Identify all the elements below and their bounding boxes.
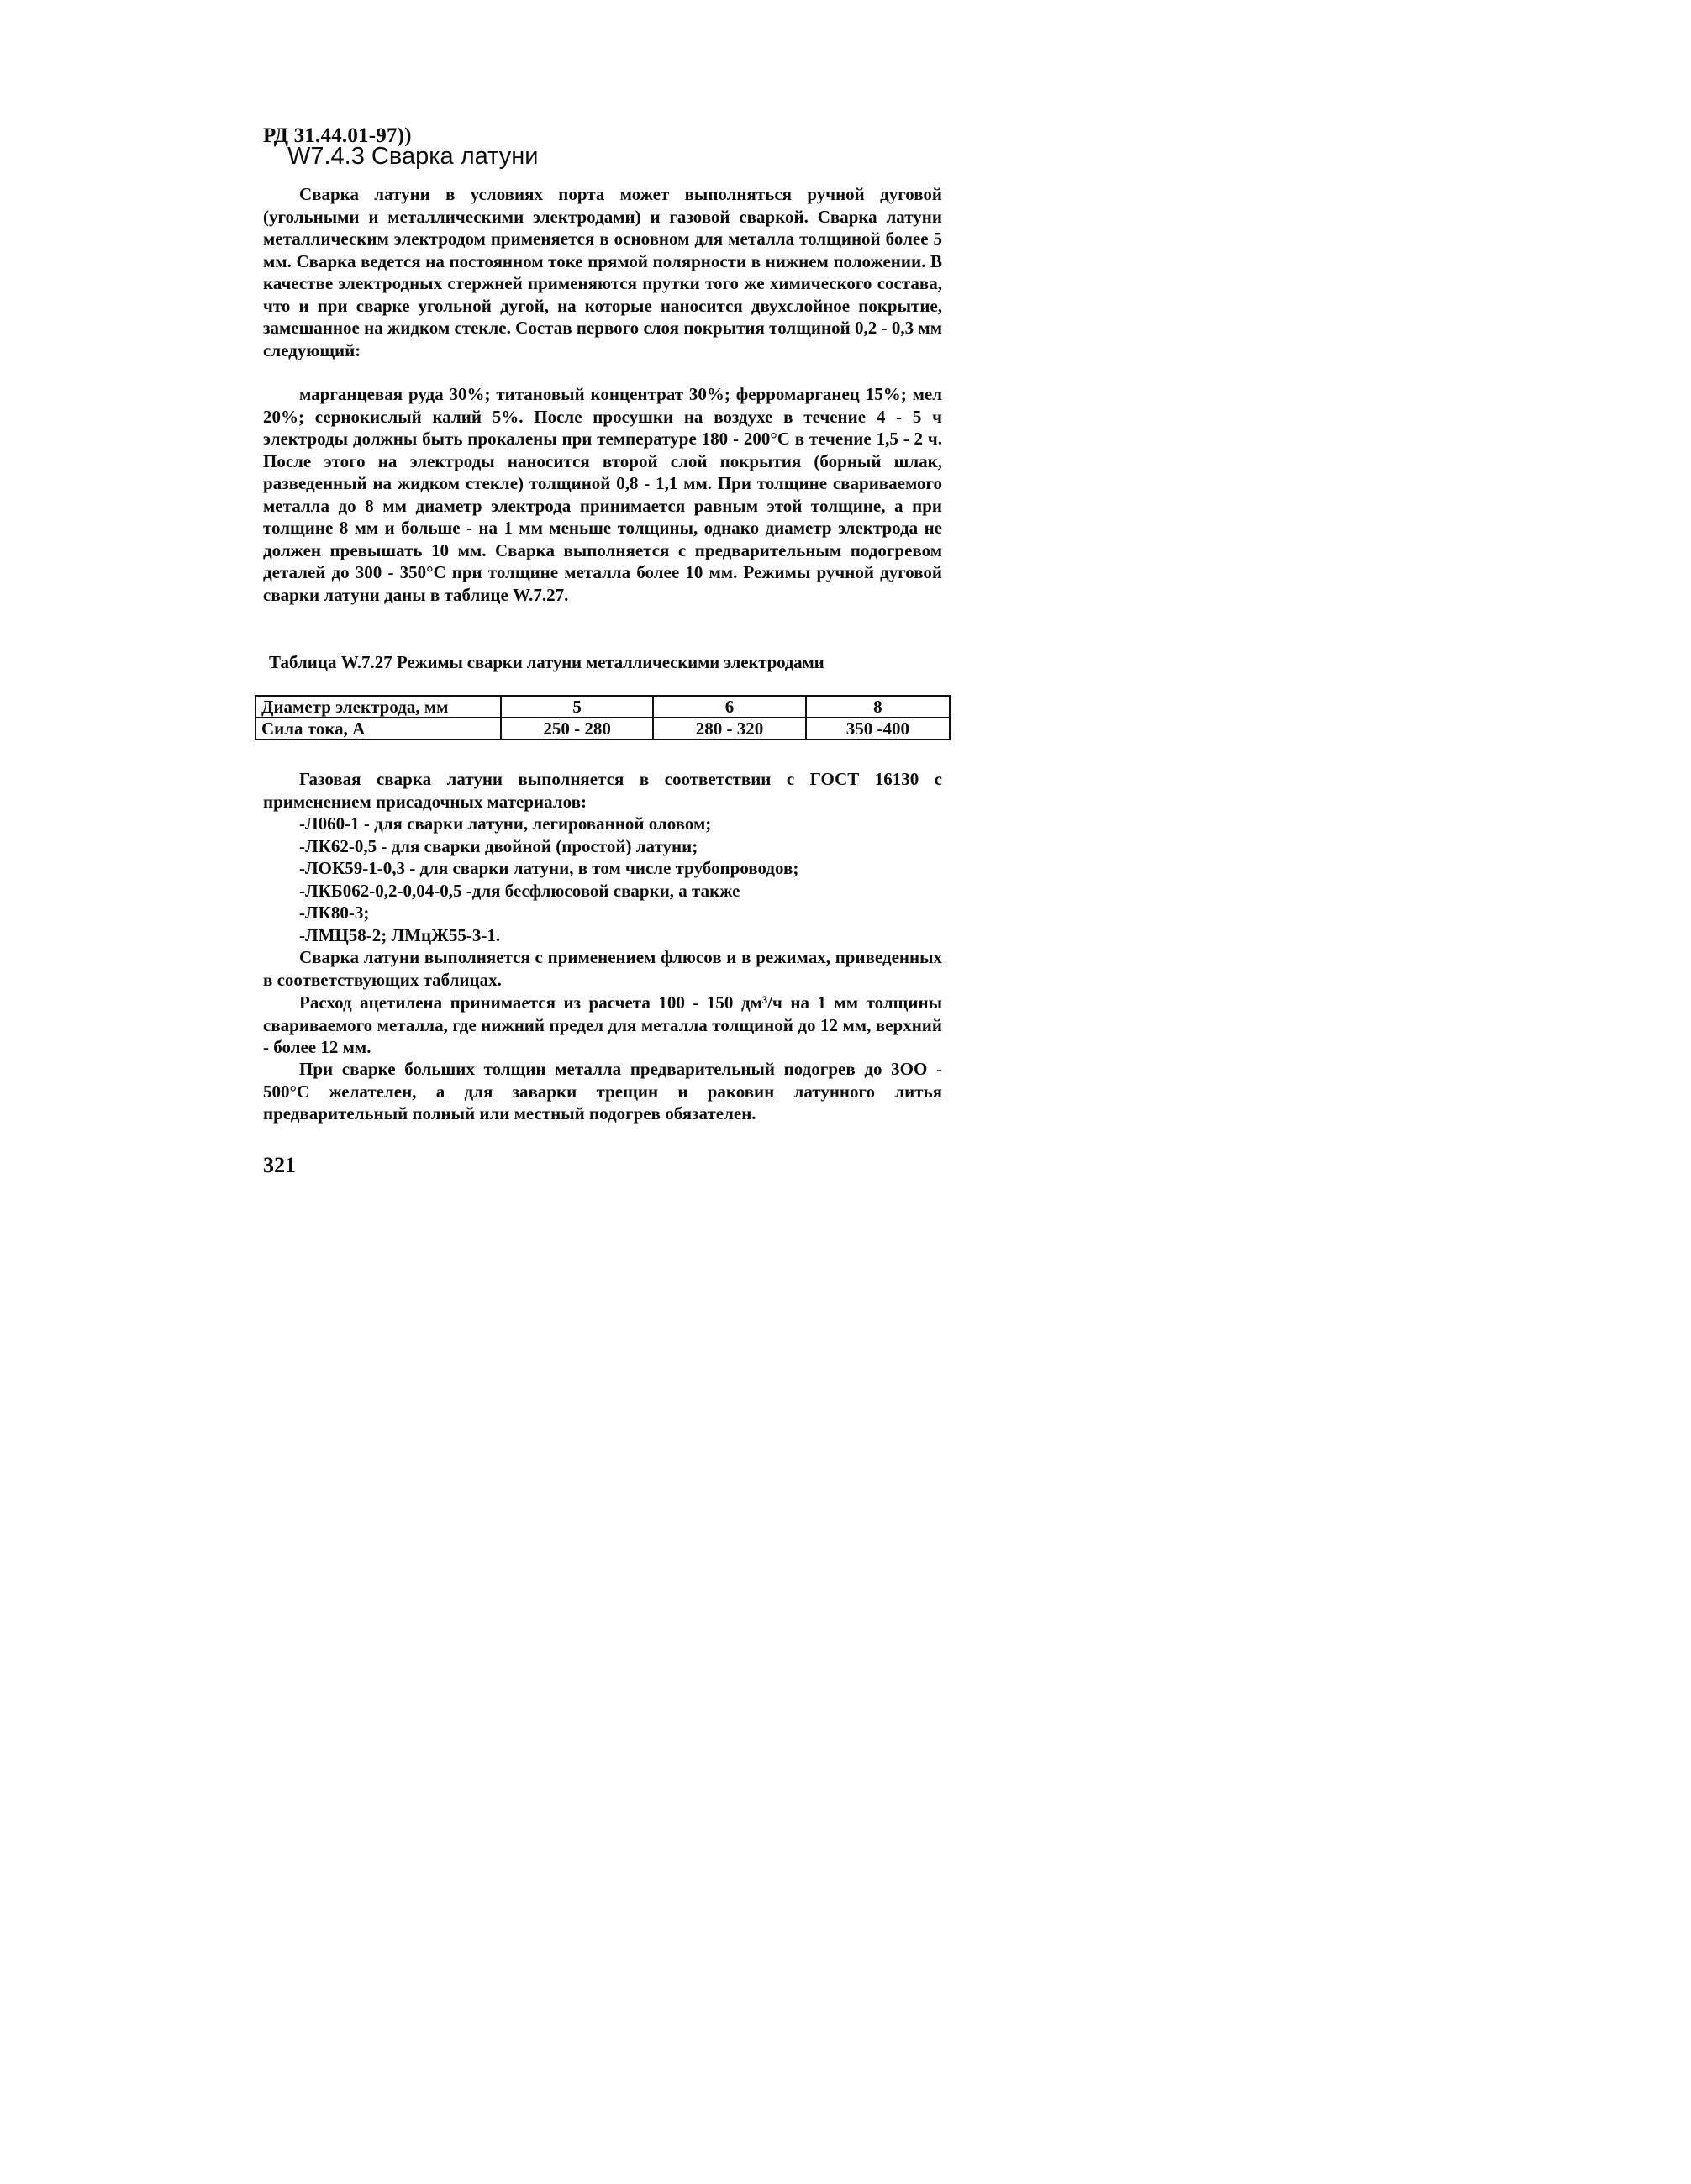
- table-cell: 350 -400: [806, 718, 950, 739]
- section-title: W7.4.3 Сварка латуни: [287, 143, 539, 170]
- filler-materials-list: [263, 813, 942, 946]
- paragraph-coating-composition: марганцевая руда 30%; титановый концентрат 30%; ферромарганец 15%; мел 20%; сернокислый калий 5%. После просушки на воздухе в течение 4 - 5 ч электроды должны быть прокалены при температуре 180 - 200°С в течение 1,5 - 2 ч. После этого на электроды наносится второй слой покрытия (борный шлак, разведенный на жидком стекле) толщиной 0,8 - 1,1 мм. При толщине свариваемого металла до 8 мм диаметр электрода принимается равным этой толщине, а при толщине 8 мм и больше - на 1 мм меньше толщины, однако диаметр электрода не должен превышать 10 мм. Сварка выполняется с предварительным подогревом деталей до 300 - 350°С при толщине металла более 10 мм. Режимы ручной дуговой сварки латуни даны в таблице W.7.27.: [263, 384, 942, 605]
- table-cell: 8: [806, 696, 950, 718]
- document-page: [0, 0, 1029, 1345]
- table-caption-label: Таблица W.7.27: [269, 652, 392, 672]
- list-item: -ЛОК59-1-0,3 - для сварки латуни, в том числе трубопроводов;: [299, 858, 799, 878]
- list-item: -ЛК80-3;: [299, 903, 370, 923]
- list-item: -ЛК62-0,5 - для сварки двойной (простой) латуни;: [299, 835, 698, 856]
- paragraph-brass-welding-intro: Сварка латуни в условиях порта может выполняться ручной дуговой (угольными и металлическими электродами) и газовой сваркой. Сварка латуни металлическим электродом применяется в основном для металла толщиной более 5 мм. Сварка ведется на постоянном токе прямой полярности в нижнем положении. В качестве электродных стержней применяются прутки того же химического состава, что и при сварке угольной дугой, на которые наносится двухслойное покрытие, замешанное на жидком стекле. Состав первого слоя покрытия толщиной 0,2 - 0,3 мм следующий:: [263, 184, 942, 360]
- table-row-header: Диаметр электрода, мм: [255, 696, 501, 718]
- list-item: -ЛКБ062-0,2-0,04-0,5 -для бесфлюсовой сварки, а также: [299, 880, 740, 901]
- paragraph-flux: Сварка латуни выполняется с применением флюсов и в режимах, приведенных в соответствующих таблицах.: [263, 947, 942, 990]
- paragraph-acetylene: Расход ацетилена принимается из расчета 100 - 150 дм³/ч на 1 мм толщины свариваемого металла, где нижний предел для металла толщиной до 12 мм, верхний - более 12 мм.: [263, 992, 942, 1057]
- list-item: -Л060-1 - для сварки латуни, легированной оловом;: [299, 813, 712, 834]
- table-caption-title: Режимы сварки латуни металлическими электродами: [397, 652, 824, 672]
- table-row: [255, 696, 950, 718]
- table-caption: [269, 652, 824, 673]
- list-item: -ЛМЦ58-2; ЛМцЖ55-3-1.: [299, 924, 501, 945]
- table-cell: 280 - 320: [653, 718, 805, 739]
- table-cell: 6: [653, 696, 805, 718]
- paragraph-preheating: При сварке больших толщин металла предварительный подогрев до 3ОО - 500°С желателен, а для заварки трещин и раковин латунного литья предварительный полный или местный подогрев обязателен.: [263, 1059, 942, 1124]
- table-row: [255, 718, 950, 739]
- welding-modes-table: [255, 695, 951, 740]
- table-row-header: Сила тока, А: [255, 718, 501, 739]
- gas-welding-section: [263, 768, 942, 946]
- document-reference: РД 31.44.01-97)): [263, 124, 412, 147]
- table-cell: 250 - 280: [501, 718, 653, 739]
- gas-welding-intro: Газовая сварка латуни выполняется в соответствии с ГОСТ 16130 с применением присадочных материалов:: [263, 769, 942, 812]
- page-number: 321: [263, 1153, 296, 1177]
- table-cell: 5: [501, 696, 653, 718]
